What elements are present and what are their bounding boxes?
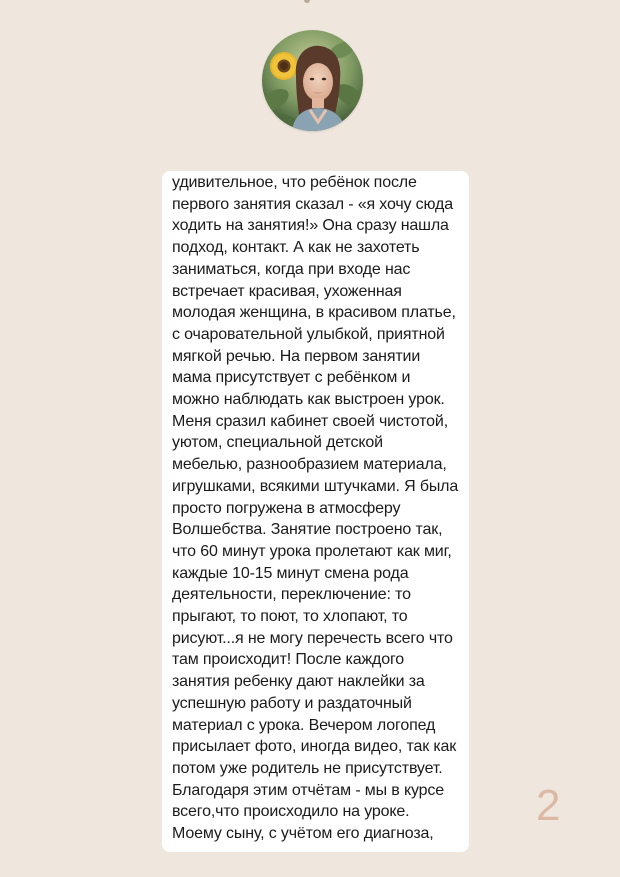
- review-line: заниматься, когда при входе нас: [172, 260, 411, 278]
- review-line: успешную работу и раздаточный: [172, 694, 412, 712]
- review-line: встречает красивая, ухоженная: [172, 282, 402, 300]
- review-text: [172, 172, 468, 845]
- review-line: потом уже родитель не присутствует.: [172, 759, 443, 777]
- review-line: мебелью, разнообразием материала,: [172, 456, 447, 474]
- review-line: присылает фото, иногда видео, так как: [172, 738, 457, 756]
- review-line: ходить на занятия!» Она сразу нашла: [172, 217, 449, 235]
- review-line: рисуют...я не могу перечесть всего что: [172, 629, 453, 647]
- review-line: материал с урока. Вечером логопед: [172, 716, 436, 734]
- review-line: уютом, специальной детской: [172, 434, 383, 452]
- review-line: всего,что происходило на уроке.: [172, 803, 410, 821]
- review-card: [162, 171, 469, 852]
- review-line: Меня сразил кабинет своей чистотой,: [172, 412, 449, 430]
- review-line: подход, контакт. А как не захотеть: [172, 239, 420, 257]
- review-line: молодая женщина, в красивом платье,: [172, 304, 456, 322]
- review-line: мама присутствует с ребёнком и: [172, 369, 411, 387]
- review-line: там происходит! После каждого: [172, 651, 405, 669]
- review-line: мягкой речью. На первом занятии: [172, 347, 421, 365]
- review-line: просто погружена в атмосферу: [172, 499, 401, 517]
- review-line: что 60 минут урока пролетают как миг,: [172, 542, 452, 560]
- page-number: 2: [536, 781, 561, 830]
- avatar-photo-icon: [262, 30, 363, 131]
- review-line: игрушками, всякими штучками. Я была: [172, 477, 459, 495]
- review-line: с очаровательной улыбкой, приятной: [172, 325, 445, 343]
- avatar: [262, 30, 363, 131]
- review-line: Моему сыну, с учётом его диагноза,: [172, 825, 434, 843]
- top-edge-mark: [304, 0, 310, 3]
- review-line: Благодаря этим отчётам - мы в курсе: [172, 781, 444, 799]
- review-line: каждые 10-15 минут смена рода: [172, 564, 409, 582]
- review-line: прыгают, то поют, то хлопают, то: [172, 608, 408, 626]
- review-line: первого занятия сказал - «я хочу сюда: [172, 195, 453, 213]
- review-line: удивительное, что ребёнок после: [172, 174, 417, 191]
- review-line: деятельности, переключение: то: [172, 586, 411, 604]
- review-line: Волшебства. Занятие построено так,: [172, 521, 443, 539]
- review-line: можно наблюдать как выстроен урок.: [172, 391, 445, 409]
- review-line: занятия ребенку дают наклейки за: [172, 673, 425, 691]
